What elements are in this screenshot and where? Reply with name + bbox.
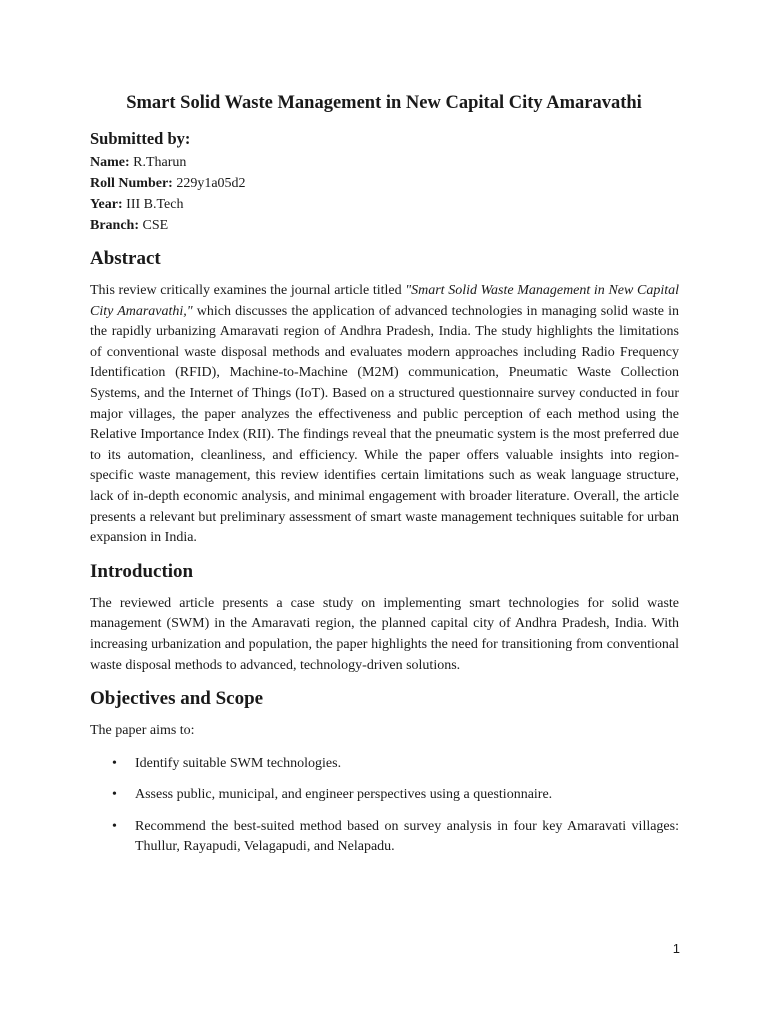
list-item: [90, 817, 679, 858]
introduction-paragraph: The reviewed article presents a case study on implementing smart technologies for solid waste management (SWM) in the Amaravati region, the planned capital city of Andhra Pradesh, India. With increasing urbanization and population, the paper highlights the need for transitioning from conventional waste disposal methods to advanced, technology-driven solutions.: [90, 595, 679, 673]
submitted-heading: Submitted by:: [90, 129, 191, 148]
introduction-heading: Introduction: [90, 560, 194, 582]
branch-line: [90, 215, 679, 236]
year-value: III B.Tech: [126, 197, 184, 212]
bullet-icon: •: [112, 787, 117, 803]
document-title: Smart Solid Waste Management in New Capital City Amaravathi: [126, 93, 642, 113]
abstract-body: which discusses the application of advanced technologies in managing solid waste in the rapidly urbanizing Amaravati region of Andhra Pradesh, India. The study highlights the limitations of conventional waste disposal methods and evaluates modern approaches including Radio Frequency Identification (RFID), Machine-to-Machine (M2M) communication, Pneumatic Waste Collection Systems, and the Internet of Things (IoT). Based on a structured questionnaire survey conducted in four major villages, the paper analyzes the effectiveness and public perception of each method using the Relative Importance Index (RII). The findings reveal that the pneumatic system is the most preferred due to its automation, cleanliness, and efficiency. While the paper offers valuable insights into region-specific waste management, this review identifies certain limitations such as weak language structure, lack of in-depth economic analysis, and minimal engagement with broader literature. Overall, the article presents a relevant but preliminary assessment of smart waste management techniques suitable for urban expansion in India.: [90, 303, 679, 546]
list-item-text: Recommend the best-suited method based on survey analysis in four key Amaravati villages: Thullur, Rayapudi, Velagapudi, and Nelapadu.: [135, 818, 679, 855]
list-item: [90, 754, 679, 775]
bullet-icon: •: [112, 755, 117, 771]
page-number: 1: [672, 941, 680, 956]
abstract-intro: This review critically examines the journal article titled: [90, 283, 406, 298]
list-item-text: Assess public, municipal, and engineer perspectives using a questionnaire.: [135, 787, 553, 803]
document-body: [90, 128, 679, 869]
year-label: Year:: [90, 197, 123, 212]
objectives-heading: Objectives and Scope: [90, 688, 264, 710]
branch-value: CSE: [142, 218, 169, 233]
branch-label: Branch:: [90, 218, 139, 233]
list-item-text: Identify suitable SWM technologies.: [135, 755, 342, 771]
list-item: [90, 785, 679, 806]
abstract-heading: Abstract: [90, 248, 161, 269]
abstract-article-title: "Smart Solid Waste Management in New Capital City Amaravathi,": [90, 283, 679, 319]
objectives-list: [90, 754, 679, 858]
year-line: [90, 194, 679, 215]
bullet-icon: •: [112, 818, 117, 834]
roll-value: 229y1a05d2: [176, 176, 246, 191]
name-label: Name:: [90, 155, 130, 170]
roll-label: Roll Number:: [90, 176, 173, 191]
objectives-lead: The paper aims to:: [90, 723, 195, 739]
submitted-block: [90, 128, 679, 236]
name-value: R.Tharun: [133, 155, 187, 170]
abstract-paragraph: [90, 281, 679, 549]
roll-line: [90, 173, 679, 194]
name-line: [90, 152, 679, 173]
